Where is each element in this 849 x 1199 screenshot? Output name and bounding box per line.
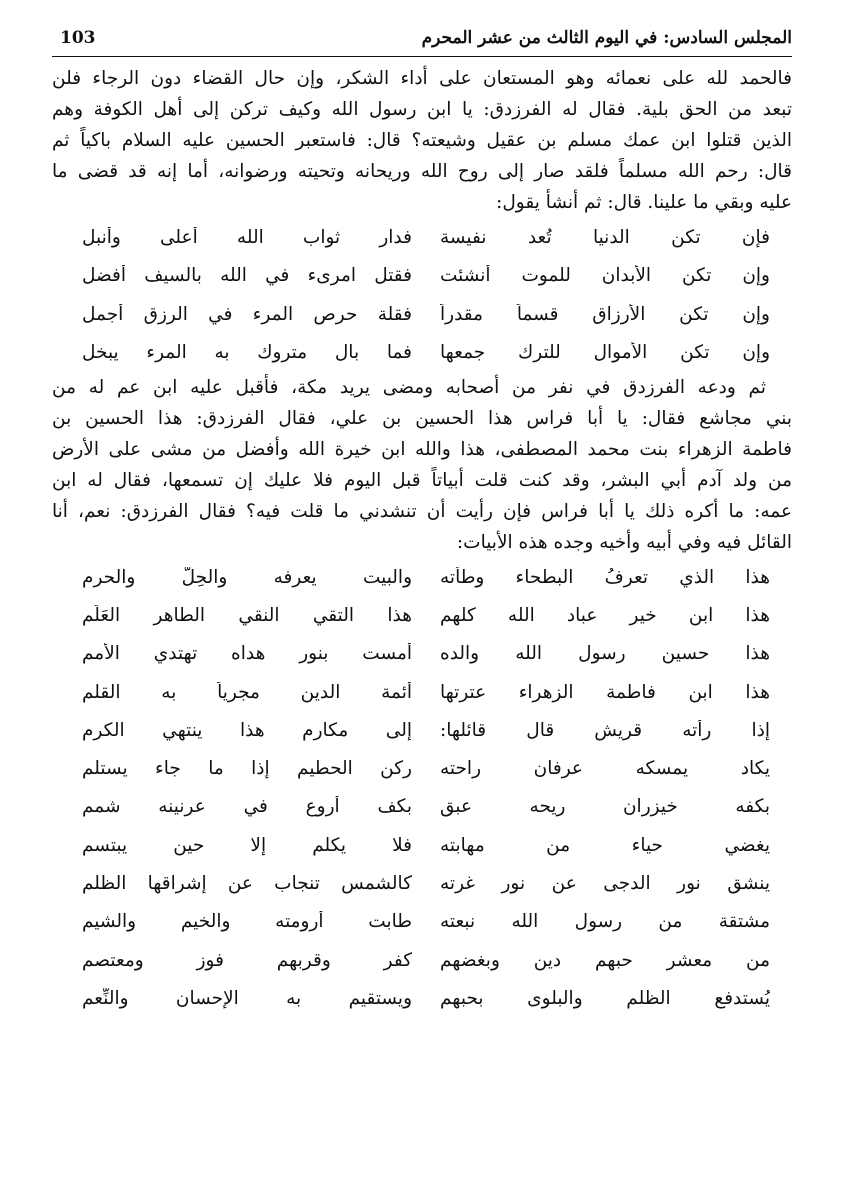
text-line: تبعد من الحق بلية. فقال له الفرزدق: يا ابن رسول الله وكيف تركن إلى أهل الكوفة وهم [52,99,792,120]
text-line: عمه: ما أكره ذلك يا أبا فراس فإن رأيت أن تنشدني ما قلت فيه؟ فقال الفرزدق: نعم، أنا [52,501,792,522]
text-line: قال: رحم الله مسلماً فلقد صار إلى روح الله وريحانه وتحيته ورضوانه، أما إنه قد قضى ما [52,161,792,182]
verse-first-hemistich: مشتقة من رسول الله نبعته [440,911,770,933]
poem-verse [52,673,792,711]
page-number: 103 [60,28,96,48]
poem-2 [52,558,792,1018]
verse-second-hemistich: فقلة حرص المرء في الرزق أجمل [82,303,412,325]
verse-first-hemistich: يكاد يمسكه عرفان راحته [440,758,770,780]
text-line: الذين قتلوا ابن عمك مسلم بن عقيل وشيعته؟ قال: فاستعبر الحسين عليه السلام باكياً ثم [52,130,792,151]
verse-second-hemistich: كفر وقربهم فوز ومعتصم [82,949,412,971]
poem-verse [52,864,792,902]
poem-verse [52,295,792,334]
verse-first-hemistich: فإن تكن الدنيا تُعد نفيسة [440,226,770,248]
verse-second-hemistich: أمست بنور هداه تهتدي الأمم [82,643,412,665]
text-line: القائل فيه وفي أبيه وأخيه وجده هذه الأبيات: [456,532,792,553]
verse-second-hemistich: بكف أروع في عرنينه شمم [82,796,412,818]
verse-first-hemistich: هذا الذي تعرفُ البطحاء وطأته [440,566,770,588]
text-line: فالحمد لله على نعمائه وهو المستعان على أداء الشكر، وإن حال القضاء دون الرجاء فلن [52,68,792,89]
text-line: عليه وبقي ما علينا. قال: ثم أنشأ يقول: [496,192,792,213]
verse-first-hemistich: يغضي حياء من مهابته [440,834,770,856]
page-header [52,26,792,57]
poem-verse [52,635,792,673]
text-line: فاطمة الزهراء بنت محمد المصطفى، هذا والله ابن خيرة الله وأفضل من مشى على الأرض [52,439,792,460]
verse-first-hemistich: هذا حسين رسول الله والده [440,643,770,665]
verse-first-hemistich: بكفه خيزران ريحه عبق [440,796,770,818]
poem-verse [52,903,792,941]
poem-verse [52,788,792,826]
text-line: من ولد آدم أبي البشر، وقد كنت قلت أبياتاً قبل اليوم فلا عليك إن تسمعها، فقال له ابن [52,470,792,491]
verse-first-hemistich: هذا ابن فاطمة الزهراء عترتها [440,681,770,703]
poem-verse [52,257,792,296]
verse-first-hemistich: إذا رأته قريش قال قائلها: [440,719,770,741]
verse-second-hemistich: فلا يكلم إلا حين يبتسم [82,834,412,856]
text-line: بني مجاشع فقال: يا أبا فراس هذا الحسين بن علي، فقال الفرزدق: هذا الحسين بن [52,408,792,429]
verse-first-hemistich: هذا ابن خير عباد الله كلهم [440,604,770,626]
poem-verse [52,826,792,864]
poem-verse [52,558,792,596]
poem-verse [52,979,792,1017]
verse-second-hemistich: فما بال متروك به المرء يبخل [82,342,412,364]
text-line: ثم ودعه الفرزدق في نفر من أصحابه ومضى يريد مكة، فأقبل عليه ابن عم له من [52,377,766,398]
paragraph-2 [52,372,792,558]
verse-second-hemistich: ركن الحطيم إذا ما جاء يستلم [82,758,412,780]
verse-second-hemistich: والبيت يعرفه والحِلُّ والحرم [82,566,412,588]
verse-second-hemistich: هذا التقي النقي الطاهر العَلَم [82,604,412,626]
paragraph-1 [52,63,792,218]
verse-second-hemistich: فدار ثواب الله أعلى وأنبل [82,226,412,248]
verse-second-hemistich: إلى مكارم هذا ينتهي الكرم [82,719,412,741]
verse-first-hemistich: وإن تكن الأبدان للموت أُنشئت [440,265,770,287]
book-page [52,26,792,1018]
verse-first-hemistich: وإن تكن الأرزاق قسماً مقدراً [440,303,770,325]
verse-second-hemistich: أئمة الدين مجرياً به القلم [82,681,412,703]
poem-verse [52,596,792,634]
poem-verse [52,941,792,979]
verse-first-hemistich: يُستدفع الظلم والبلوى بحبهم [440,987,770,1009]
verse-first-hemistich: ينشق نور الدجى عن نور غرته [440,873,770,895]
verse-second-hemistich: كالشمس تنجاب عن إشراقها الظلم [82,873,412,895]
verse-second-hemistich: ويستقيم به الإحسان والنِّعم [82,987,412,1009]
verse-first-hemistich: وإن تكن الأموال للترك جمعها [440,342,770,364]
poem-verse [52,711,792,749]
poem-verse [52,334,792,373]
running-title: المجلس السادس: في اليوم الثالث من عشر المحرم [421,28,792,48]
verse-second-hemistich: فقتل امرىء في الله بالسيف أفضل [82,265,412,287]
poem-verse [52,749,792,787]
poem-1 [52,218,792,372]
verse-first-hemistich: من معشر حبهم دين وبغضهم [440,949,770,971]
verse-second-hemistich: طابت أرومته والخيم والشيم [82,911,412,933]
poem-verse [52,218,792,257]
